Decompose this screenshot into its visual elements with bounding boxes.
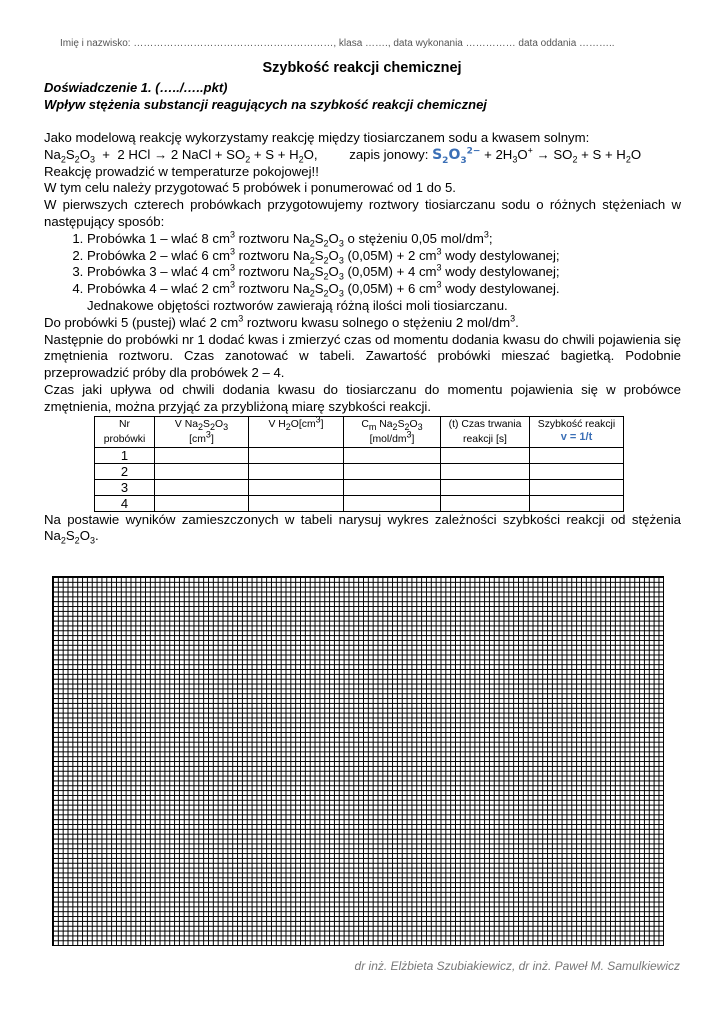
student-info-line: Imię i nazwisko: ……………………………………………………, klasa ……., data wykonania …………… data oddania ………..: [60, 38, 615, 49]
step-item: 1. Probówka 1 – wlać 8 $cm^3$ roztworu $Na_2S_2O_3$ o stężeniu 0,05 mol/$dm^3$;: [87, 231, 681, 248]
step-item: 3. Probówka 3 – wlać 4 $cm^3$ roztworu $Na_2S_2O_3$ (0,05M) + 4 $cm^3$ wody destylowanej;: [87, 264, 681, 281]
ionic-label: zapis jonowy:: [349, 146, 429, 162]
cell[interactable]: [344, 495, 441, 511]
table-header-row: [95, 416, 624, 447]
row-number: 2: [95, 463, 155, 479]
header-reaction-time: (t) Czas trwania reakcji [s]: [441, 416, 530, 447]
step-item: 2. Probówka 2 – wlać 6 $cm^3$ roztworu $Na_2S_2O_3$ (0,05M) + 2 $cm^3$ wody destylowanej;: [87, 248, 681, 265]
table-row: [95, 463, 624, 479]
time-note: Czas jaki upływa od chwili dodania kwasu do tiosiarczanu do momentu pojawienia się w probówce zmętnienia, można przyjąć za przybliżoną miarę szybkości reakcji.: [44, 381, 681, 414]
cell[interactable]: [155, 463, 249, 479]
tube5-text: Do probówki 5 (pustej) wlać 2 $cm^3$ roztworu kwasu solnego o stężeniu 2 mol/$dm^3$.: [44, 313, 519, 330]
room-temperature-note: Reakcję prowadzić w temperaturze pokojowej!!: [44, 163, 319, 179]
cell[interactable]: [530, 495, 624, 511]
rate-formula: v = 1/t: [560, 430, 593, 443]
page-title: Szybkość reakcji chemicznej: [262, 60, 462, 76]
header-reaction-rate: Szybkość reakcji v = 1/t: [530, 416, 624, 447]
header-volume-thiosulfate: V $Na_2S_2O_3$ $[cm^3]$: [155, 416, 249, 447]
row-number: 4: [95, 495, 155, 511]
cell[interactable]: [441, 479, 530, 495]
row-number: 1: [95, 447, 155, 463]
row-number: 3: [95, 479, 155, 495]
intro-text: Jako modelową reakcję wykorzystamy reakcję między tiosiarczanem sodu a kwasem solnym:: [44, 130, 590, 145]
cell[interactable]: [344, 479, 441, 495]
step-item: 4. Probówka 4 – wlać 2 $cm^3$ roztworu $Na_2S_2O_3$ (0,05M) + 6 $cm^3$ wody destylowanej.: [87, 281, 681, 298]
cell[interactable]: [441, 495, 530, 511]
prepare-text: W tym celu należy przygotować 5 probówek i ponumerować od 1 do 5.: [44, 180, 456, 196]
experiment-label: Doświadczenie 1. (…../…..pkt): [44, 80, 228, 95]
experiment-subtitle: Wpływ stężenia substancji reagujących na szybkość reakcji chemicznej: [44, 97, 487, 112]
cell[interactable]: [155, 479, 249, 495]
header-tube-no: Nr probówki: [95, 416, 155, 447]
cell[interactable]: [249, 495, 344, 511]
cell[interactable]: [155, 495, 249, 511]
reaction-equation: $Na_2S_2O_3 + 2$ HCl → 2 NaCl + $SO_2 + S + H_2O$, zapis jonowy: $S_2O_3^{2-} + 2H_3O^+ \to SO_2 + S + H_2O$: [44, 145, 642, 166]
cell[interactable]: [249, 479, 344, 495]
cell[interactable]: [249, 463, 344, 479]
cell[interactable]: [441, 447, 530, 463]
thiosulfate-ion-image: $S_2O_3^{2-}$: [432, 146, 481, 166]
cell[interactable]: [249, 447, 344, 463]
results-table: [94, 416, 624, 512]
cell[interactable]: [155, 447, 249, 463]
cell[interactable]: [530, 447, 624, 463]
first-four-text: W pierwszych czterech probówkach przygotowujemy roztwory tiosiarczanu sodu o różnych stężeniach w następujący sposób:: [44, 197, 681, 229]
cell[interactable]: [344, 463, 441, 479]
authors-footer: dr inż. Elżbieta Szubiakiewicz, dr inż. Paweł M. Samulkiewicz: [354, 959, 680, 973]
same-volume-note: Jednakowe objętości roztworów zawierają różną ilości moli tiosiarczanu.: [87, 297, 508, 313]
header-volume-water: V $H_2O[cm^3]$: [249, 416, 344, 447]
table-row: [95, 479, 624, 495]
cell[interactable]: [344, 447, 441, 463]
table-row: [95, 447, 624, 463]
steps-list: [44, 231, 681, 298]
graph-paper[interactable]: [52, 576, 664, 946]
procedure-text: Następnie do probówki nr 1 dodać kwas i zmierzyć czas od momentu dodania kwasu do chwili pojawienia się zmętnienia roztworu. Czas zanotować w tabeli. Zawartość probówki mieszać bagietką. Podobnie przeprowadzić próby dla probówek 2 – 4.: [44, 331, 681, 381]
cell[interactable]: [530, 479, 624, 495]
graph-instruction: Na postawie wyników zamieszczonych w tabeli narysuj wykres zależności szybkości reakcji od stężenia $Na_2S_2O_3$.: [44, 511, 681, 546]
table-row: [95, 495, 624, 511]
cell[interactable]: [441, 463, 530, 479]
cell[interactable]: [530, 463, 624, 479]
header-concentration: $C_m$ $Na_2S_2O_3$ $[mol/dm^3]$: [344, 416, 441, 447]
instructions: [44, 130, 681, 545]
